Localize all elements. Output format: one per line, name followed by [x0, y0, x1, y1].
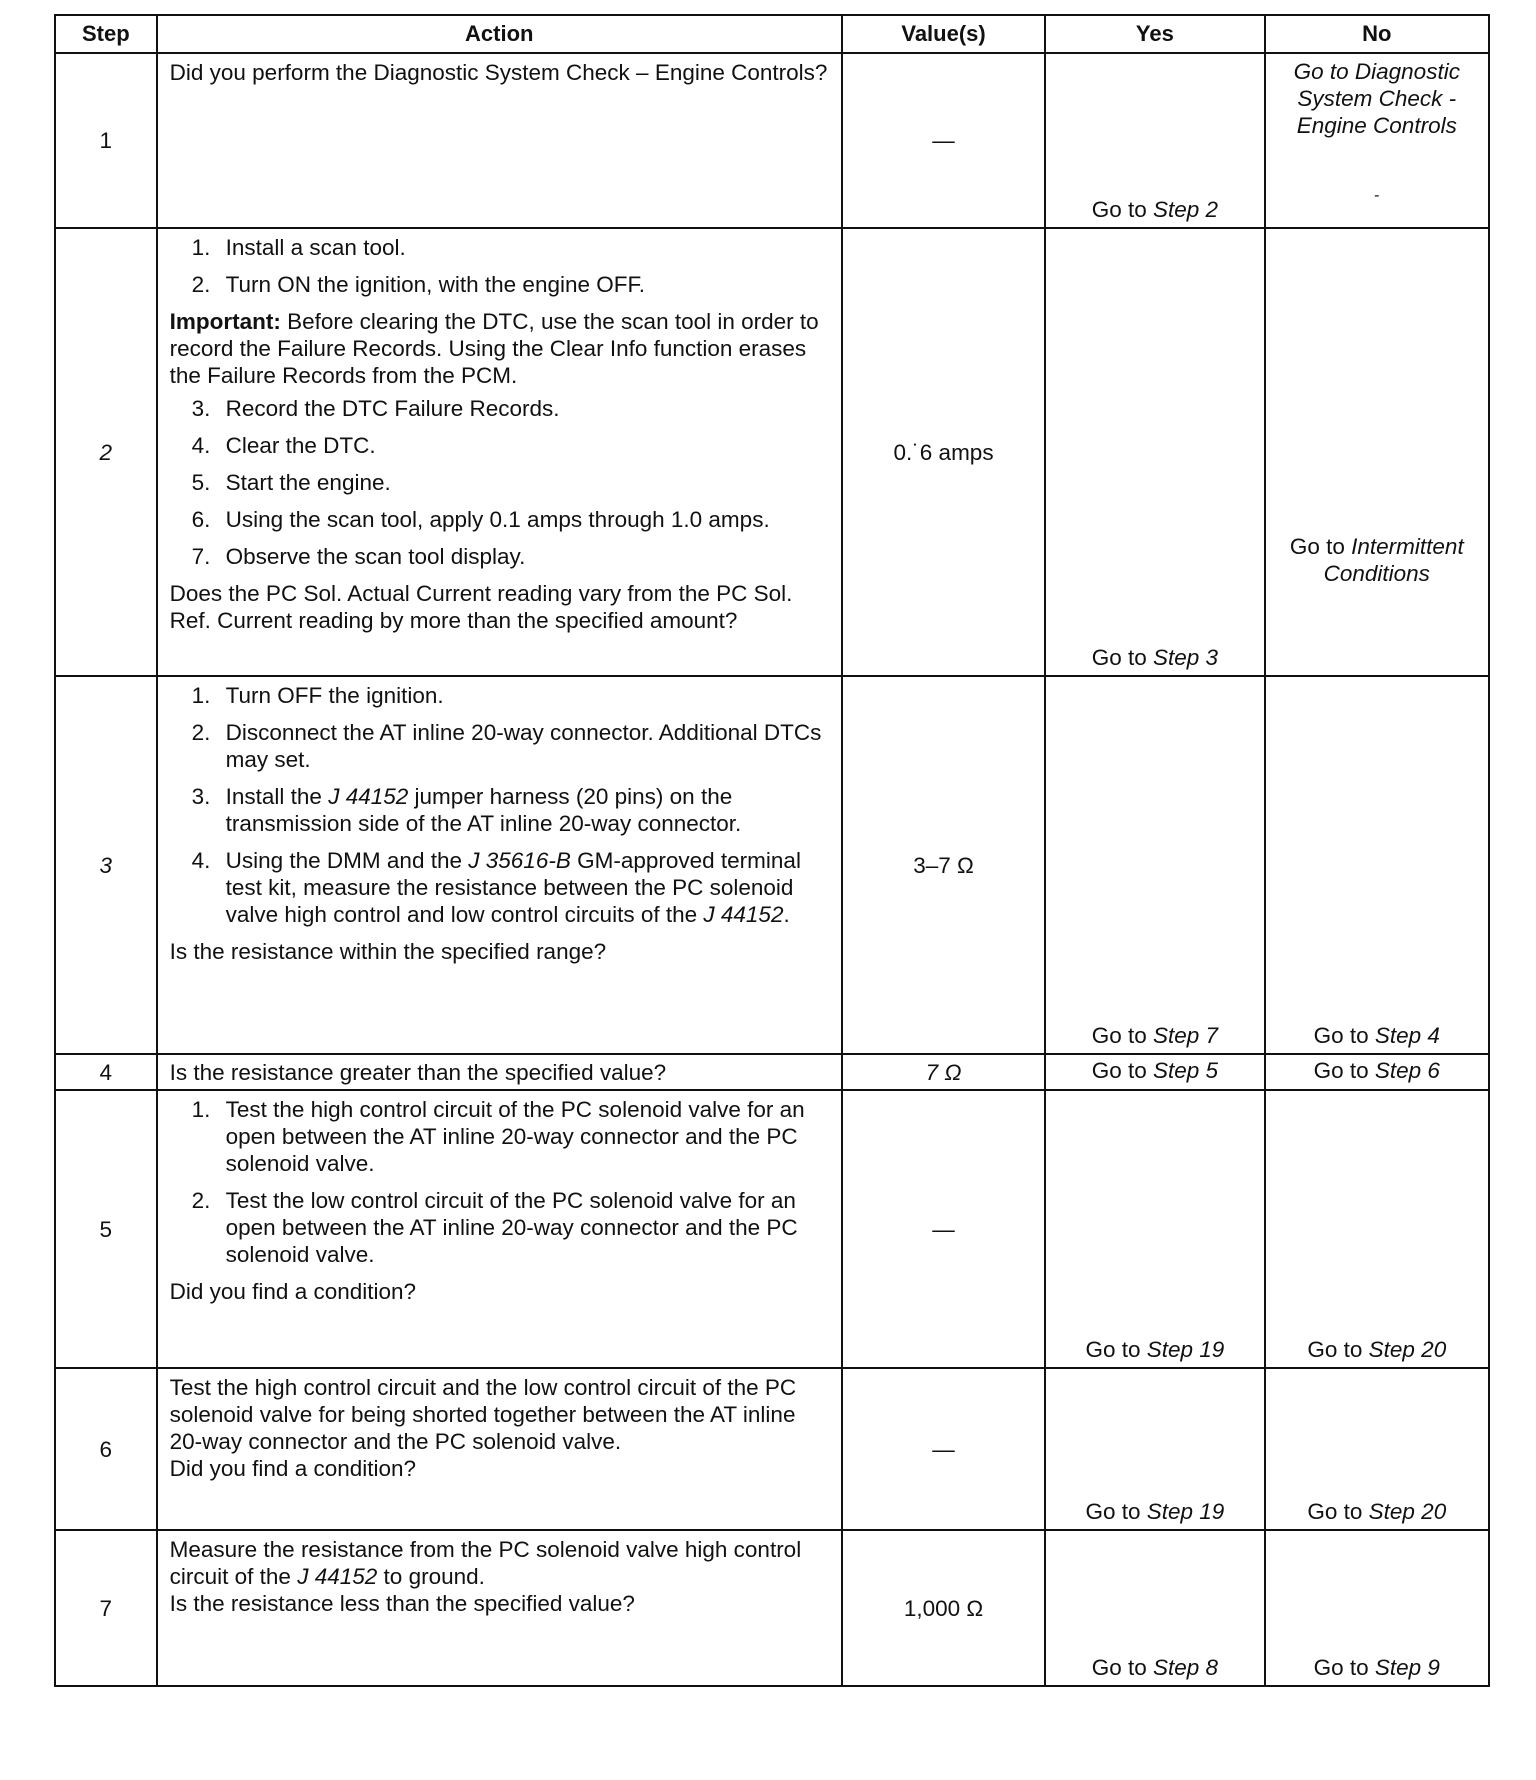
yes-step-link[interactable]: Step 5 [1152, 1057, 1219, 1083]
action-cell [157, 53, 842, 228]
table-row-step-5 [55, 1090, 1489, 1368]
tool-ref: J 35616-B [468, 848, 571, 873]
no-cell [1265, 1368, 1489, 1530]
diagnostic-table [54, 14, 1490, 1687]
yes-cell [1045, 53, 1264, 228]
header-yes: Yes [1045, 15, 1264, 53]
table-row-step-3 [55, 676, 1489, 1054]
action-question: Is the resistance greater than the specified value? [169, 1059, 667, 1085]
go-to-label: Go to [1307, 1499, 1363, 1524]
action-cell [157, 228, 842, 676]
go-to-label: Go to [1091, 1023, 1147, 1048]
go-to-label: Go to [1313, 1057, 1369, 1083]
yes-step-link[interactable]: Step 19 [1146, 1337, 1225, 1362]
table-row-step-7 [55, 1530, 1489, 1686]
value-cell: — [842, 1090, 1045, 1368]
list-item: 1. Install a scan tool. [191, 235, 406, 260]
yes-step-link[interactable]: Step 2 [1152, 197, 1219, 222]
action-question: Is the resistance within the specified range? [169, 939, 607, 964]
value-cell: — [842, 53, 1045, 228]
no-cell [1265, 1054, 1489, 1090]
important-text: Before clearing the DTC, use the scan tool in order to record the Failure Records. Using the Clear Info function erases the Failure Records from the PCM. [169, 309, 819, 388]
stray-mark: - [1374, 187, 1380, 204]
no-link-intermittent[interactable]: Go to Intermittent Conditions [1289, 534, 1464, 586]
list-item: 3. Record the DTC Failure Records. [191, 396, 560, 421]
header-values: Value(s) [842, 15, 1045, 53]
step-number: 4 [55, 1054, 157, 1090]
tool-ref: J 44152 [328, 784, 409, 809]
action-question: Does the PC Sol. Actual Current reading vary from the PC Sol. Ref. Current reading by more than the specified amount? [169, 581, 793, 633]
header-row [55, 15, 1489, 53]
go-to-label: Go to [1091, 197, 1147, 222]
step-number: 7 [55, 1530, 157, 1686]
action-cell [157, 1054, 842, 1090]
table-row-step-4 [55, 1054, 1489, 1090]
list-item: 2. Turn ON the ignition, with the engine OFF. [191, 272, 645, 297]
yes-cell [1045, 228, 1264, 676]
list-item: 4. Clear the DTC. [191, 433, 376, 458]
no-step-link[interactable]: Step 6 [1374, 1057, 1440, 1083]
value-cell: — [842, 1368, 1045, 1530]
header-no: No [1265, 15, 1489, 53]
table-row-step-2 [55, 228, 1489, 676]
no-step-link[interactable]: Step 4 [1374, 1023, 1440, 1048]
tool-ref: J 44152 [703, 902, 784, 927]
step-number: 2 [55, 228, 157, 676]
important-note [170, 308, 831, 389]
yes-step-link[interactable]: Step 19 [1146, 1499, 1225, 1524]
step-number: 3 [55, 676, 157, 1054]
yes-step-link[interactable]: Step 7 [1152, 1023, 1219, 1048]
yes-step-link[interactable]: Step 8 [1152, 1655, 1219, 1680]
yes-cell [1045, 1054, 1264, 1090]
go-to-label: Go to [1091, 1655, 1147, 1680]
yes-step-link[interactable]: Step 3 [1152, 645, 1219, 670]
action-cell [157, 1530, 842, 1686]
no-cell [1265, 1090, 1489, 1368]
step-number: 6 [55, 1368, 157, 1530]
no-cell [1265, 1530, 1489, 1686]
go-to-label: Go to [1307, 1337, 1363, 1362]
go-to-label: Go to [1085, 1337, 1141, 1362]
action-question: Did you find a condition? [169, 1456, 417, 1481]
action-question: Is the resistance less than the specified value? [169, 1591, 635, 1616]
list-item: 5. Start the engine. [191, 470, 391, 495]
action-cell [157, 1090, 842, 1368]
action-question: Did you perform the Diagnostic System Check – Engine Controls? [169, 60, 828, 85]
important-label: Important: [169, 309, 281, 334]
go-to-label: Go to [1091, 1057, 1147, 1083]
list-item: 3. Install the J 44152 jumper harness (20 pins) on the transmission side of the AT inline 20-way connector. [191, 784, 742, 836]
list-item: 1. Test the high control circuit of the PC solenoid valve for an open between the AT inline 20-way connector and the PC solenoid valve. [191, 1097, 805, 1176]
action-cell [157, 1368, 842, 1530]
yes-cell [1045, 1530, 1264, 1686]
value-cell: 0.˙6 amps [842, 228, 1045, 676]
value-cell: 7 Ω [842, 1054, 1045, 1090]
go-to-label: Go to [1085, 1499, 1141, 1524]
no-step-link[interactable]: Step 20 [1368, 1337, 1447, 1362]
list-item: 2. Disconnect the AT inline 20-way connector. Additional DTCs may set. [191, 720, 822, 772]
no-step-link[interactable]: Step 9 [1374, 1655, 1440, 1680]
table-row-step-6 [55, 1368, 1489, 1530]
go-to-label: Go to [1091, 645, 1147, 670]
no-cell [1265, 676, 1489, 1054]
go-to-label: Go to [1313, 1655, 1369, 1680]
value-cell: 1,000 Ω [842, 1530, 1045, 1686]
list-item: 4. Using the DMM and the J 35616-B GM-approved terminal test kit, measure the resistance between the PC solenoid valve high control and low control circuits of the J 44152. [191, 848, 801, 927]
value-cell: 3–7 Ω [842, 676, 1045, 1054]
no-link-diagnostic-check[interactable]: Go to Diagnostic System Check - Engine Controls [1293, 59, 1460, 138]
list-item: 2. Test the low control circuit of the PC solenoid valve for an open between the AT inline 20-way connector and the PC solenoid valve. [191, 1188, 798, 1267]
tool-ref: J 44152 [297, 1564, 378, 1589]
yes-cell [1045, 1090, 1264, 1368]
no-cell [1265, 53, 1489, 228]
header-step: Step [55, 15, 157, 53]
action-text: Test the high control circuit and the low control circuit of the PC solenoid valve for being shorted together between the AT inline 20-way connector and the PC solenoid valve. [169, 1375, 797, 1454]
action-cell [157, 676, 842, 1054]
action-text: Measure the resistance from the PC solenoid valve high control circuit of the J 44152 to ground. [169, 1537, 802, 1589]
yes-cell [1045, 676, 1264, 1054]
list-item: 6. Using the scan tool, apply 0.1 amps through 1.0 amps. [191, 507, 770, 532]
table-row-step-1 [55, 53, 1489, 228]
no-step-link[interactable]: Step 20 [1368, 1499, 1447, 1524]
list-item: 7. Observe the scan tool display. [191, 544, 526, 569]
go-to-label: Go to [1313, 1023, 1369, 1048]
no-cell [1265, 228, 1489, 676]
step-number: 5 [55, 1090, 157, 1368]
list-item: 1. Turn OFF the ignition. [191, 683, 444, 708]
header-action: Action [157, 15, 842, 53]
action-question: Did you find a condition? [169, 1279, 417, 1304]
step-number: 1 [55, 53, 157, 228]
yes-cell [1045, 1368, 1264, 1530]
